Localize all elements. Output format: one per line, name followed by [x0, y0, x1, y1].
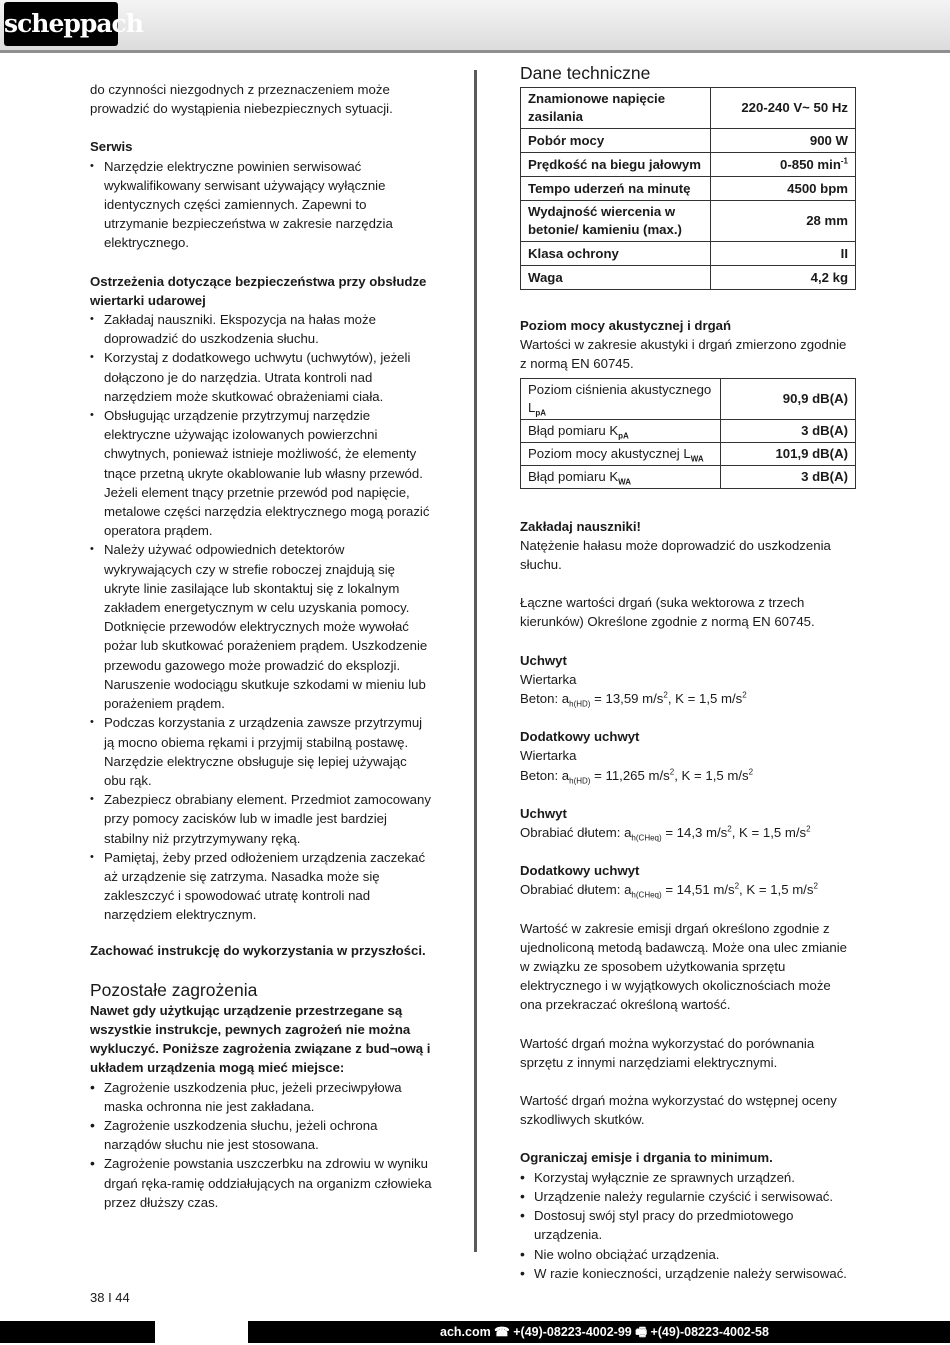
table-cell: Tempo uderzeń na minutę [521, 177, 711, 201]
other-hazards-list [90, 1078, 432, 1212]
table-cell: 4500 bpm [711, 177, 856, 201]
table-cell: Waga [521, 266, 711, 290]
table-cell: 4,2 kg [711, 266, 856, 290]
table-cell: 101,9 dB(A) [721, 442, 856, 465]
vibration-tool: Wiertarka [520, 671, 577, 687]
other-hazards-heading: Pozostałe zagrożenia [90, 979, 258, 1000]
table-cell: 3 dB(A) [721, 465, 856, 488]
warnings-heading: Ostrzeżenia dotyczące bezpieczeństwa przy obsłudze wiertarki udarowej [90, 273, 427, 308]
serwis-heading: Serwis [90, 139, 133, 155]
table-row [521, 378, 856, 419]
table-row [521, 465, 856, 488]
table-cell: 0-850 $\min^{-1}$ [711, 153, 856, 177]
table-cell: Poziom ciśnienia akustycznego $L_{pA}$ [521, 378, 721, 419]
page-number: 38 I 44 [90, 1290, 130, 1305]
keep-instructions-note: Zachować instrukcję do wykorzystania w przyszłości. [90, 942, 426, 958]
vibration-value: Obrabiać dłutem: $a_{h(CHeq)} = 14,51$ $m/s^2$, K = 1,5 $m/s^2$ [520, 882, 818, 901]
intro-text: do czynności niezgodnych z przeznaczeniem może prowadzić do wystąpienia niebezpiecznych sytuacji. [90, 82, 393, 117]
table-row [521, 266, 856, 290]
noise-intro: Wartości w zakresie akustyki i drgań zmierzono zgodnie z normą EN 60745. [520, 337, 847, 372]
list-item: • W razie konieczności, urządzenie należy serwisować. [520, 1264, 856, 1283]
other-hazards-intro: Nawet gdy użytkując urządzenie przestrzegane są wszystkie instrukcje, pewnych zagrożeń nie można wykluczyć. Poniższe zagrożenia związane z bud¬ową i układem urządzenia mogą mieć miejsce: [90, 1002, 431, 1076]
vibration-block [520, 804, 856, 842]
table-cell: Pobór mocy [521, 129, 711, 153]
footer-gap [155, 1321, 248, 1343]
vibration-value: Obrabiać dłutem: $a_{h(CHeq)} = 14,3$ $m/s^2$, K = 1,5 $m/s^2$ [520, 824, 811, 843]
table-row [521, 442, 856, 465]
list-item: • Obsługując urządzenie przytrzymuj narzędzie elektryczne używając izolowanych powierzchni chwytnych, ponieważ istnieje możliwość, że elementy tnące przetną ukryte okablowanie lub własny przewód. Jeżeli element tnący przetnie przewód pod napięcie, metalowe części narzędzia elektrycznego mogą porazić operatora prądem. [90, 406, 432, 540]
list-item: • Zagrożenie powstania uszczerbku na zdrowiu w wyniku drgań ręka-ramię oddziałujących na organizm człowieka przez dłuższy czas. [90, 1154, 432, 1212]
list-item: • Zagrożenie uszkodzenia słuchu, jeżeli ochrona narządów słuchu nie jest stosowana. [90, 1116, 432, 1154]
noise-table [520, 378, 856, 489]
table-row [521, 153, 856, 177]
list-item: • Zagrożenie uszkodzenia płuc, jeżeli przeciwpyłowa maska ochronna nie jest zakładana. [90, 1078, 432, 1116]
vibration-block [520, 861, 856, 899]
limit-heading: Ograniczaj emisje i drgania to minimum. [520, 1150, 773, 1166]
list-item: • Narzędzie elektryczne powinien serwisować wykwalifikowany serwisant używający wyłącznie identycznych części zamiennych. Zapewni to utrzymanie bezpieczeństwa w zakresie narzędzia elektrycznego. [90, 157, 432, 253]
table-cell: Prędkość na biegu jałowym [521, 153, 711, 177]
footer-contact: ach.com ☎ +(49)-08223-4002-99 🖷 +(49)-08223-4002-58 [440, 1325, 769, 1339]
list-item: • Pamiętaj, żeby przed odłożeniem urządzenia zaczekać aż urządzenie się zatrzyma. Nasadka może się zakleszczyć i spowodować utratę kontroli nad narzędziem elektrycznym. [90, 848, 432, 925]
table-row [521, 129, 856, 153]
vibration-title: Uchwyt [520, 805, 567, 821]
vibration-block [520, 651, 856, 709]
list-item: • Korzystaj wyłącznie ze sprawnych urządzeń. [520, 1168, 856, 1187]
vibration-title: Uchwyt [520, 652, 567, 668]
tech-data-table [520, 87, 856, 290]
limit-list [520, 1168, 856, 1283]
left-column [90, 80, 432, 1212]
vibration-title: Dodatkowy uchwyt [520, 729, 640, 745]
tech-data-heading: Dane techniczne [520, 63, 651, 83]
ear-protection-text: Natężenie hałasu może doprowadzić do uszkodzenia słuchu. [520, 537, 831, 573]
table-cell: Poziom mocy akustycznej $L_{WA}$ [521, 442, 721, 465]
warnings-list [90, 310, 432, 925]
list-item: • Urządzenie należy regularnie czyścić i serwisować. [520, 1187, 856, 1206]
list-item: • Należy używać odpowiednich detektorów wykrywających czy w strefie roboczej znajdują się ukryte linie zasilające lub skontaktuj się z lokalnym zakładem energetycznym w celu uzyskania pomocy. Dotknięcie przewodów elektrycznych może wywołać pożar lub skutkować porażeniem prądem. Uszkodzenie przewodu gazowego może prowadzić do eksplozji. Naruszenie wodociągu skutkuje szkodami w mieniu lub porażeniem prądem. [90, 540, 432, 713]
emission-paragraph: Wartość w zakresie emisji drgań określono zgodnie z ujednoliconą metodą badawczą. Może ona ulec zmianie w związku ze sposobem użytkowania sprzętu elektrycznego i w wyjątkowych okolicznościach może ona przekraczać określoną wartość. [520, 920, 847, 1013]
table-cell: Znamionowe napięcie zasilania [521, 88, 711, 129]
table-row [521, 201, 856, 242]
list-item: • Zabezpiecz obrabiany element. Przedmiot zamocowany przy pomocy zacisków lub w imadle jest bardziej stabilny niż przytrzymywany ręką. [90, 790, 432, 848]
page-header [0, 0, 950, 53]
table-cell: II [711, 242, 856, 266]
list-item: • Korzystaj z dodatkowego uchwytu (uchwytów), jeżeli dołączono je do narzędzia. Utrata kontroli nad narzędziem może skutkować obrażeniami ciała. [90, 348, 432, 406]
list-item: • Nie wolno obciążać urządzenia. [520, 1245, 856, 1264]
table-row [521, 242, 856, 266]
brand-logo: scheppach [4, 2, 118, 46]
serwis-list [90, 157, 432, 253]
table-cell: Błąd pomiaru $K_{WA}$ [521, 465, 721, 488]
table-row [521, 419, 856, 442]
noise-heading: Poziom mocy akustycznej i drgań [520, 318, 732, 333]
comparison-paragraph: Wartość drgań można wykorzystać do porównania sprzętu z innymi narzędziami elektrycznymi. [520, 1035, 815, 1070]
list-item: • Zakładaj nauszniki. Ekspozycja na hałas może doprowadzić do uszkodzenia słuchu. [90, 310, 432, 348]
table-row [521, 88, 856, 129]
vibration-intro: Łączne wartości drgań (suka wektorowa z trzech kierunków) Określone zgodnie z normą EN 60745. [520, 595, 815, 630]
table-cell: 90,9 dB(A) [721, 378, 856, 419]
table-cell: 28 mm [711, 201, 856, 242]
list-item: • Dostosuj swój styl pracy do przedmiotowego urządzenia. [520, 1206, 856, 1244]
vibration-tool: Wiertarka [520, 748, 577, 764]
vibration-block [520, 727, 856, 785]
assessment-paragraph: Wartość drgań można wykorzystać do wstępnej oceny szkodliwych skutków. [520, 1093, 837, 1128]
table-row [521, 177, 856, 201]
table-cell: 220-240 V~ 50 Hz [711, 88, 856, 129]
column-divider [474, 70, 477, 1252]
table-cell: 3 dB(A) [721, 419, 856, 442]
table-cell: 900 W [711, 129, 856, 153]
right-column [520, 62, 856, 1283]
ear-protection-heading: Zakładaj nauszniki! [520, 518, 641, 534]
vibration-value: Beton: $a_{h(HD)} = 11,265$ $m/s^2$, K = 1,5 $m/s^2$ [520, 767, 754, 786]
vibration-value: Beton: $a_{h(HD)} = 13,59$ $m/s^2$, K = 1,5 $m/s^2$ [520, 690, 747, 709]
table-cell: Wydajność wiercenia w betonie/ kamieniu (max.) [521, 201, 711, 242]
list-item: • Podczas korzystania z urządzenia zawsze przytrzymuj ją mocno obiema rękami i przyjmij stabilną postawę. Narzędzie elektryczne obsługuje się lepiej używając obu rąk. [90, 713, 432, 790]
table-cell: Błąd pomiaru $K_{pA}$ [521, 419, 721, 442]
vibration-title: Dodatkowy uchwyt [520, 863, 640, 879]
table-cell: Klasa ochrony [521, 242, 711, 266]
